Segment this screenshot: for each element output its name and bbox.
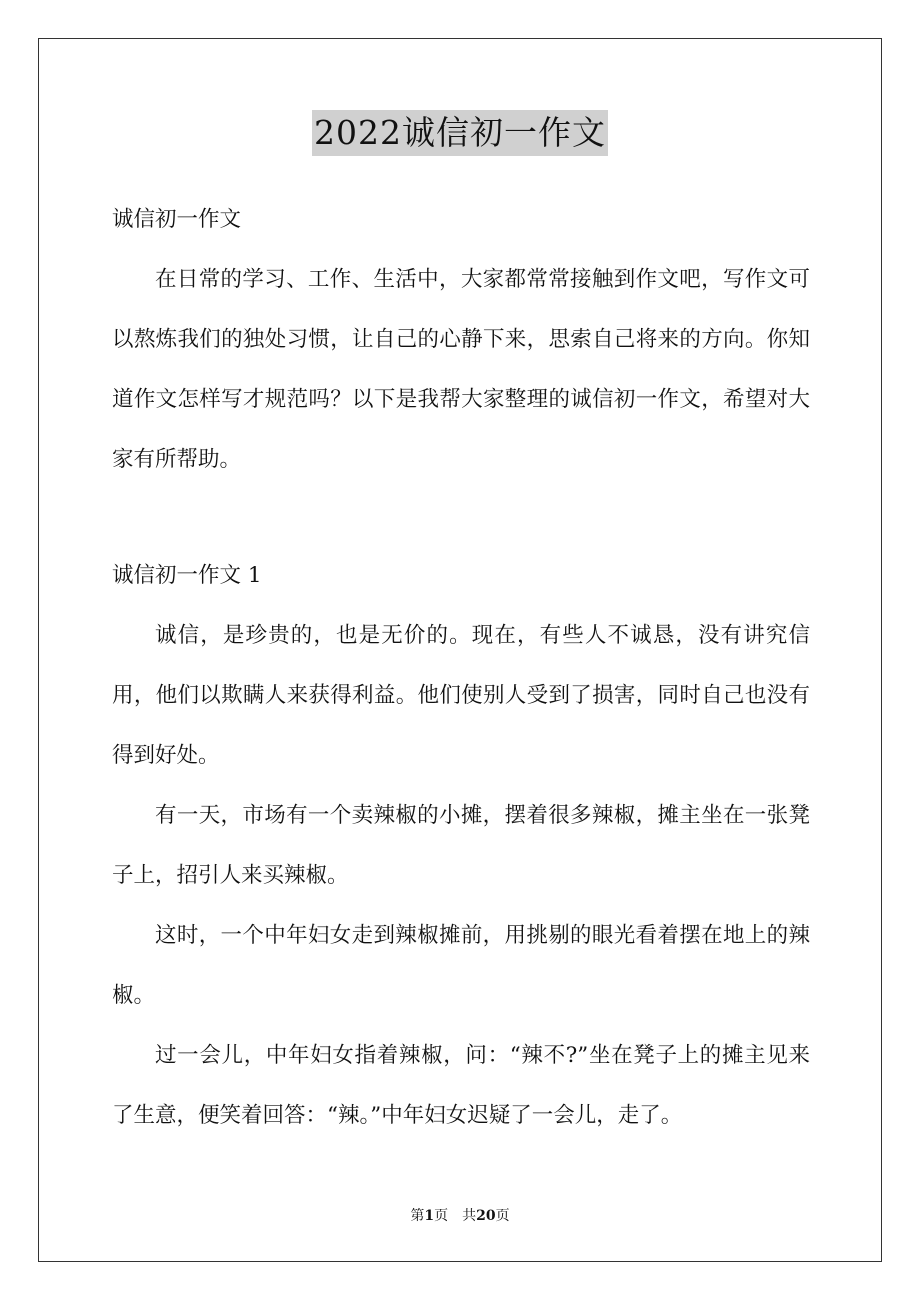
intro-paragraph: 在日常的学习、工作、生活中，大家都常常接触到作文吧，写作文可以熬炼我们的独处习惯，让自己的心静下来，思索自己将来的方向。你知道作文怎样写才规范吗？以下是我帮大家整理的诚信初一作文，希望对大家有所帮助。 <box>112 267 810 472</box>
total-page-number: 20 <box>476 1208 496 1224</box>
section-spacer <box>112 490 810 546</box>
page-separator: 页 共 <box>434 1208 477 1224</box>
title-container <box>0 110 920 156</box>
essay-1-paragraph: 有一天，市场有一个卖辣椒的小摊，摆着很多辣椒，摊主坐在一张凳子上，招引人来买辣椒。 <box>112 803 810 888</box>
current-page-number: 1 <box>424 1208 435 1224</box>
essay-1-paragraph: 过一会儿，中年妇女指着辣椒，问：“辣不?”坐在凳子上的摊主见来了生意，便笑着回答：“辣。”中年妇女迟疑了一会儿，走了。 <box>112 1043 810 1128</box>
page-suffix: 页 <box>495 1208 510 1224</box>
essay-1-paragraph: 诚信，是珍贵的，也是无价的。现在，有些人不诚恳，没有讲究信用，他们以欺瞒人来获得利益。他们使别人受到了损害，同时自己也没有得到好处。 <box>112 623 810 768</box>
essay-1-heading: 诚信初一作文 1 <box>112 563 262 588</box>
essay-1-paragraph: 这时，一个中年妇女走到辣椒摊前，用挑剔的眼光看着摆在地上的辣椒。 <box>112 923 810 1008</box>
document-title: 2022诚信初一作文 <box>312 110 608 156</box>
page-prefix: 第 <box>410 1208 425 1224</box>
page-footer <box>0 1206 920 1226</box>
document-body <box>112 190 810 1146</box>
intro-heading: 诚信初一作文 <box>112 207 242 232</box>
